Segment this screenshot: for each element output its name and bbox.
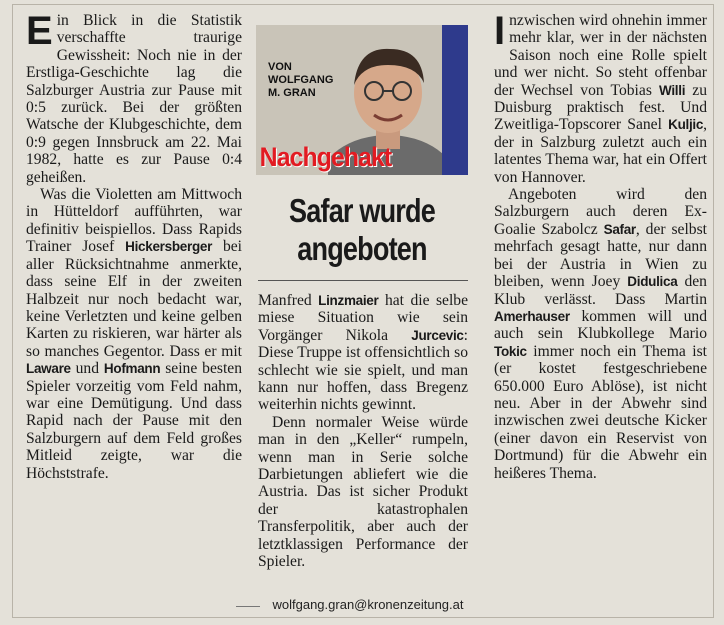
name-amerhauser: Amerhauser	[494, 308, 570, 324]
col3-text-2c: den Klub verlässt. Dass Martin	[494, 273, 707, 308]
name-didulica: Didulica	[627, 274, 678, 290]
col3-text-2d: kommen will und auch sein Klubkollege Mario	[494, 307, 707, 343]
col1-paragraph-2	[26, 186, 242, 482]
headline-line-2: angeboten	[297, 230, 427, 267]
footer-email: wolfgang.gran@kronenzeitung.at	[272, 597, 464, 612]
byline-last-name: M. GRAN	[268, 87, 316, 99]
dropcap-e: E	[26, 9, 53, 53]
col2-paragraph-2	[258, 414, 468, 571]
column-right	[494, 9, 707, 482]
col3-text-1a: nzwischen wird ohnehin immer mehr klar, wer in der nächsten Saison noch eine Rolle spielt und wer nicht. So steht offenbar der Wechsel von Tobias	[494, 12, 707, 99]
col3-paragraph-2	[494, 186, 707, 482]
name-tokic: Tokic	[494, 343, 527, 359]
col1-text-2a: Was die Violetten am Mittwoch in Hütteldorf aufführten, war definitiv beispiellos. Dass Rapids Trainer Josef	[26, 186, 242, 256]
col2-text-1c: : Diese Truppe ist offensichtlich so schlecht wie sie spielt, und man kann nur hoffen, dass Bregenz weiterhin nichts gewinnt.	[258, 326, 468, 414]
headline-line-1: Safar wurde	[289, 192, 435, 229]
col1-paragraph-1	[26, 9, 242, 186]
col3-text-1c: , der in Salzburg zuletzt auch ein latentes Thema war, hat ein Offert von Hannover.	[494, 116, 707, 186]
headline-divider	[258, 280, 468, 281]
author-photo-box	[256, 25, 468, 175]
name-hickersberger: Hickersberger	[125, 239, 213, 255]
col1-text-2b: bei aller Rücksichtnahme anmerkte, dass seine Elf in der zweiten Halbzeit nur noch bedacht war, keine Verletzten und keine gelben Karten zu riskieren, war härter als so manches Gegentor. Dass er mit	[26, 238, 242, 360]
column-kicker: Nachgehakt	[259, 142, 392, 172]
name-hofmann: Hofmann	[103, 361, 161, 377]
name-kuljic: Kuljic	[668, 117, 704, 133]
column-middle	[258, 292, 468, 571]
article-headline	[275, 192, 449, 268]
col2-text-1b: hat die selbe miese Situation wie sein Vorgänger Nikola	[258, 292, 468, 344]
col2-text-1a: Manfred	[258, 292, 319, 309]
col3-text-1b: zu Duisburg praktisch fest. Und Zweitliga-Topscorer Sanel	[494, 81, 707, 134]
col3-text-2a: Angeboten wird den Salzburgern auch deren Ex-Goalie Szabolcz	[494, 186, 707, 238]
name-linzmaier: Linzmaier	[318, 293, 379, 308]
col1-text-2c: und	[70, 360, 104, 378]
footer-rule-left	[236, 606, 260, 607]
col2-paragraph-1	[258, 292, 468, 414]
byline-von: VON	[268, 61, 292, 73]
column-left	[26, 9, 242, 482]
name-jurcevic: Jurcevic	[411, 327, 464, 343]
name-safar: Safar	[603, 221, 636, 237]
dropcap-i: I	[494, 9, 506, 53]
author-byline	[268, 61, 333, 100]
byline-first-name: WOLFGANG	[268, 74, 334, 86]
name-willi: Willi	[659, 82, 686, 98]
col1-text-1: in Blick in die Statistik verschaffte traurige Gewissheit: Noch nie in der Erstliga-Geschichte lag die Salzburger Austria zur Pause mit 0:5 zurück. Bei der größten Watsche der Klubgeschichte, dem 0:9 gegen Innsbruck am 22. Mai 1982, hatte es zur Pause 0:4 geheißen.	[26, 12, 242, 186]
col3-text-2b: , der selbst mehrfach gesagt hatte, nur dann bei der Austria in Wien zu bleiben, wenn Joey	[494, 220, 707, 291]
name-laware: Laware	[26, 361, 71, 377]
col2-text-2: Denn normaler Weise würde man in den „Keller“ rumpeln, wenn man in Serie solche Darbietungen abliefert wie die Austria. Das ist sicher Produkt der katastrophalen Transferpolitik, aber auch der letztklassigen Performance der Spieler.	[258, 413, 468, 571]
col1-text-2d: seine besten Spieler vorzeitig vom Feld nahm, war eine Demütigung. Und dass Rapid nach der Pause mit den Salzburgern auf dem Feld großes Mitleid zeigte, war die Höchststrafe.	[26, 360, 242, 482]
col3-paragraph-1	[494, 9, 707, 186]
col3-text-2e: immer noch ein Thema ist (er kostet festgeschriebene 650.000 Euro Ablöse), ist nicht neu. Aber in der Abwehr sind inzwischen zwei deutsche Kicker (einer davon ein Reservist von Dortmund) für die Abwehr ein heißeres Thema.	[494, 342, 707, 482]
